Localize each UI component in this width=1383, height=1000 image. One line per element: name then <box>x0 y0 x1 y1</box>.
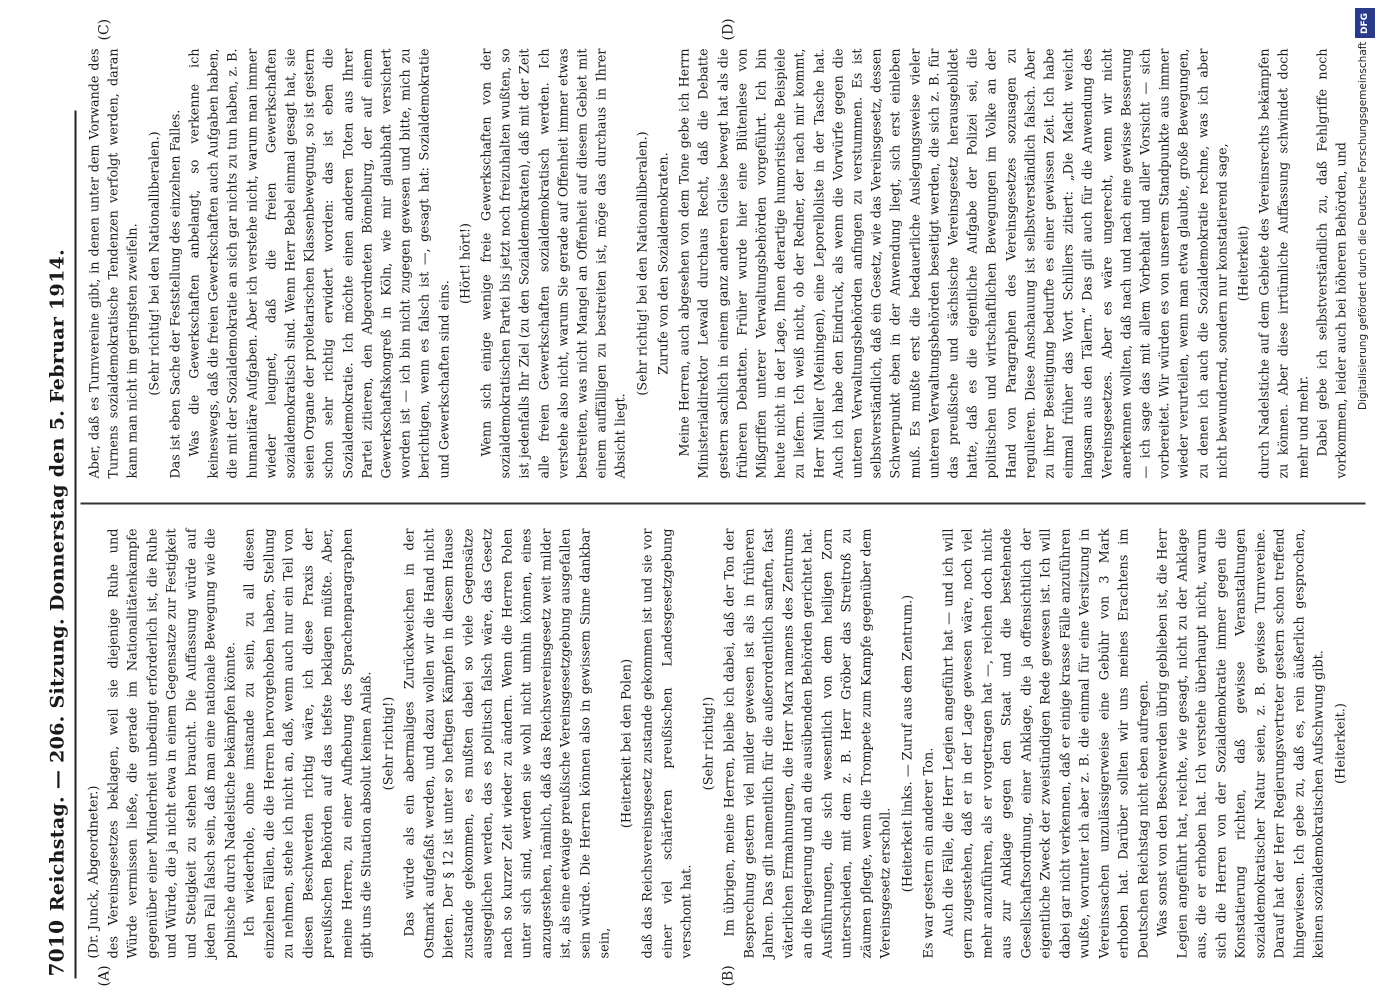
right-column <box>84 48 1350 478</box>
margin-marker-d: (D) <box>720 17 736 40</box>
interjection: Zurufe von den Sozialdemokraten. <box>654 151 670 375</box>
paragraph: Auch die Fälle, die Herr Legien angeführt hat — und ich will gern zugestehen, daß er in der Lage gewesen wäre, noch viel mehr anzuführen, als er vorgetragen hat —, reichen doch nicht aus zur Anklage gegen den Staat und die bestehende Gesellschaftsordnung, einer Anklage, die ja offensichtlich der eigentliche Zweck der zweistündigen Rede gewesen ist. Ich will dabei gar nicht verkennen, daß er einige krasse Fälle anzuführen wußte, worunter ich aber z. B. die einmal für eine Versitzung in Vereinssachen unzulässigerweise eine Gebühr von 3 Mark erhoben hat. Darüber sollten wir uns meines Erachtens im Deutschen Reichstag nicht eben aufregen. <box>940 528 1151 958</box>
running-title: Reichstag. — 206. Sitzung. Donnerstag den 5. Februar 1914. <box>46 248 68 911</box>
paragraph: Das würde als ein abermaliges Zurückweichen in der Ostmark aufgefaßt werden, und dazu wollen wir die Hand nicht bieten. Der § 12 ist unter so heftigen Kämpfen in diesem Hause zustande gekommen, es mußten dabei so viele Gegensätze ausgeglichen werden, das es politisch falsch wäre, das Gesetz nach so kurzer Zeit wieder zu ändern. Wenn die Herren Polen unter sich sind, werden sie wohl nicht umhin können, eines anzugestehen, nämlich, daß das Reichsvereinsgesetz weit milder ist, als eine etwaige preußische Vereinsgesetzgebung ausgefallen sein würde. Die Herren können also in gewissem Sinne dankbar sein, <box>402 528 612 958</box>
interjection: (Hört! hört!) <box>456 222 472 304</box>
paragraph: durch Nadelstiche auf dem Gebiete des Vereinsrechts bekämpfen zu können. Aber diese irrtümliche Auffassung schwindet doch mehr und mehr. <box>1256 48 1310 478</box>
speaker-note: (Dr. Junck, Abgeordneter.) <box>86 785 101 958</box>
interjection: (Sehr richtig!) <box>380 696 396 790</box>
paragraph: Aber, daß es Turnvereine gibt, in denen unter dem Vorwande des Turnens sozialdemokratische Tendenzen verfolgt werden, daran kann man nicht im geringsten zweifeln. <box>86 48 140 478</box>
margin-marker-c: (C) <box>96 18 112 40</box>
paragraph: daß das Reichsvereinsgesetz zustande gekommen ist und sie vor einer viel schärferen preußischen Landesgesetzgebung verschont hat. <box>640 528 694 958</box>
paragraph: Ich wiederhole, ohne imstande zu sein, zu all diesen einzelnen Fällen, die die Herren hervorgehoben haben, Stellung zu nehmen, stehe ich nicht an, daß, wenn auch nur ein Teil von diesen Beschwerden richtig wäre, ich diese Praxis der preußischen Behörden auf das tiefste beklagen müßte. Aber, meine Herren, zu einer Aufhebung des Sprachenparagraphen gibt uns die Situation absolut keinen Anlaß. <box>242 528 374 958</box>
paragraph: Was sonst von den Beschwerden übrig geblieben ist, die Herr Legien angeführt hat, reichte, wie gesagt, nicht zu der Anklage aus, die er erhoben hat. Ich verstehe überhaupt nicht, warum sich die Herren von der Sozialdemokratie immer gegen die Konstatierung richten, daß gewisse Veranstaltungen sozialdemokratischer Natur seien, z. B. gewisse Turnvereine. Darauf hat der Herr Regierungsvertreter gestern schon treffend hingewiesen. Ich gebe zu, daß es, rein äußerlich gesprochen, keinen sozialdemokratischen Aufschwung gibt. <box>1155 528 1326 958</box>
interjection: (Heiterkeit bei den Polen) <box>618 658 634 828</box>
paragraph: Was die Gewerkschaften anbelangt, so verkenne ich keineswegs, daß die freien Gewerkschaften auch Aufgaben haben, die mit der Sozialdemokratie an sich gar nichts zu tun haben, z. B. humanitäre Aufgaben. Aber ich verstehe nicht, warum man immer wieder leugnet, daß die freien Gewerkschaften sozialdemokratisch sind. Wenn Herr Bebel einmal gesagt hat, sie seien Organe der proletarischen Klassenbewegung, so ist gestern schon sehr richtig erwidert worden: das ist eben die Sozialdemokratie. Ich möchte einen anderen Toten aus Ihrer Partei zitieren, den Abgeordneten Bömelburg, der auf einem Gewerkschaftskongreß in Köln, wie mir glaubhaft versichert worden ist — ich bin nicht zugegen gewesen und bitte, mich zu berichtigen, wenn es falsch ist —, gesagt hat: Sozialdemokratie und Gewerkschaften sind eins. <box>186 48 451 478</box>
paragraph: Dabei gebe ich selbstverständlich zu, daß Fehlgriffe noch vorkommen, leider auch bei höheren Behörden, und <box>1313 48 1348 478</box>
column-divider <box>80 502 1365 504</box>
margin-marker-a: (A) <box>96 964 112 986</box>
interjection: (Sehr richtig! bei den Nationalliberalen.) <box>633 130 649 396</box>
margin-marker-b: (B) <box>720 964 736 986</box>
interjection: (Heiterkeit.) <box>1332 702 1348 784</box>
digitization-credit: Digitalisierung gefördert durch die Deutsche Forschungsgemeinschaft <box>1357 42 1369 411</box>
page-number: 7010 <box>44 919 68 976</box>
header-rule <box>74 110 76 978</box>
paragraph: Im übrigen, meine Herren, bleibe ich dabei, daß der Ton der Besprechung gestern viel milder gewesen ist als in früheren Jahren. Das gilt namentlich für die außerordentlich sanften, fast väterlichen Ermahnungen, die Herr Marx namens des Zentrums an die Regierung und an die ausübenden Behörden gerichtet hat. Ausführungen, die sich wesentlich von dem heiligen Zorn unterschieden, mit dem z. B. Herr Gröber das Streitroß zu zäumen pflegte, wenn die Trompete zum Kampfe gegenüber dem Vereinsgesetz erscholl. <box>722 528 893 958</box>
interjection: (Heiterkeit links. — Zuruf aus dem Zentrum.) <box>899 594 915 892</box>
paragraph: Es war gestern ein anderer Ton. <box>921 747 936 958</box>
paragraph: Meine Herren, auch abgesehen von dem Tone gebe ich Herrn Ministerialdirektor Lewald durchaus Recht, daß die Debatte gestern sachlich in einem ganz anderen Gleise bewegt hat als die früheren Debatten. Früher wurde hier eine Blütenlese von Mißgriffen unterer Verwaltungsbehörden vorgeführt. Ich bin heute nicht in der Lage, Ihnen derartige humoristische Beispiele zu liefern. Ich weiß nicht, ob der Redner, der nach mir kommt, Herr Müller (Meiningen), eine Leporelloliste in der Tasche hat. Auch ich habe den Eindruck, als wenn die Vorwürfe gegen die unteren Verwaltungsbehörden anfingen zu verstummen. Es ist selbstverständlich, daß ein Gesetz, wie das Vereinsgesetz, dessen Schwerpunkt eben in der Anwendung liegt, sich erst einleben muß. Es mußte erst die bedauerliche Auslegungsweise vieler unteren Verwaltungsbehörden beseitigt werden, die sich z. B. für das preußische und sächsische Vereinsgesetz herausgebildet hatte, daß es die eigentliche Aufgabe der Polizei sei, die politischen und wirtschaftlichen Bewegungen im Volke an der Hand von Paragraphen des Vereinsgesetzes sozusagen zu regulieren. Diese Anschauung ist selbstverständlich falsch. Aber zu ihrer Beseitigung bedurfte es einer gewissen Zeit. Ich habe einmal früher das Wort Schillers zitiert: „Die Macht weicht langsam aus den Tälern.“ Das gilt auch für die Anwendung des Vereinsgesetzes. Aber es wäre ungerecht, wenn wir nicht anerkennen wollten, daß nach und nach eine gewisse Besserung — ich sage das mit allem Vorbehalt und aller Vorsicht — sich vorbereitet. Wir würden es von unserem Standpunkte aus immer wieder verurteilen, wenn man etwa glaubte, große Bewegungen, zu denen ich auch die Sozialdemokratie rechne, was ich aber nicht bewundernd, sondern nur konstatierend sage, <box>676 48 1229 478</box>
paragraph: Wenn sich einige wenige freie Gewerkschaften von der sozialdemokratischen Partei bis jetzt noch freizuhalten wußten, so ist jedenfalls Ihr Ziel (zu den Sozialdemokraten), daß mit der Zeit alle freien Gewerkschaften sozialdemokratisch werden. Ich verstehe also nicht, warum Sie gerade auf Offenheit immer etwas bestreiten, was nicht Mangel an Offenheit auf diesem Gebiet mit einem auffälligen zu bestreiten ist, möge das durchaus in Ihrer Absicht liegt. <box>478 48 628 478</box>
page-header <box>38 200 68 976</box>
interjection: (Sehr richtig! bei den Nationalliberalen.) <box>145 130 161 396</box>
left-column <box>84 528 1352 958</box>
interjection: (Sehr richtig!) <box>700 696 716 790</box>
paragraph: des Vereinsgesetzes beklagen, weil sie diejenige Ruhe und Würde vermissen ließe, die gerade im Nationalitätenkampfe gegenüber einer Minderheit unbedingt erforderlich ist, die Ruhe und Würde, die ja nicht etwa in einem Gegensatze zur Festigkeit und Stetigkeit zu stehen braucht. Die Auffassung würde auf jeden Fall falsch sein, daß man eine nationale Bewegung wie die polnische durch Nadelstiche bekämpfen könnte. <box>105 528 238 958</box>
interjection: (Heiterkeit) <box>1234 225 1250 301</box>
paragraph: Das ist eben Sache der Feststellung des einzelnen Falles. <box>166 109 182 478</box>
dfg-logo: DFG <box>1355 8 1375 38</box>
